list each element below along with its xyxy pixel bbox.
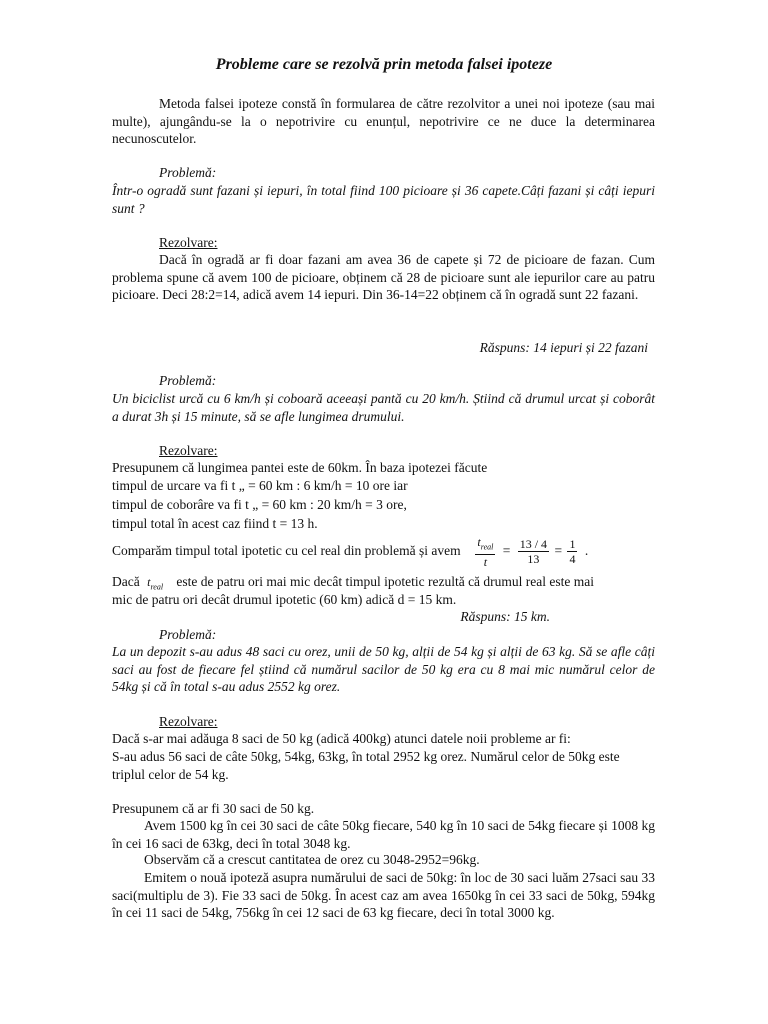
- equals-sign-2: =: [554, 543, 563, 558]
- fraction-3-denominator: 4: [569, 552, 576, 567]
- problem-3-label: Problemă:: [159, 627, 217, 642]
- solution-3-line-2: S-au adus 56 saci de câte 50kg, 54kg, 63kg, în total 2952 kg orez. Numărul celor de 50kg este triplul celor de 54 kg.: [112, 749, 620, 782]
- equals-sign-1: =: [502, 543, 511, 558]
- solution-2-line-1: Presupunem că lungimea pantei este de 60km. În baza ipotezei făcute: [112, 460, 488, 475]
- fraction-2-denominator: 13: [527, 552, 540, 567]
- fraction-3-numerator: 1: [569, 537, 576, 552]
- problem-2-statement: Un biciclist urcă cu 6 km/h și coboară aceeași pantă cu 20 km/h. Știind că drumul urcat și coborât a durat 3h și 15 minute, să se afle lungimea drumului.: [112, 391, 655, 424]
- fraction-13-4-over-13: [518, 537, 549, 566]
- problem-2-label: Problemă:: [159, 373, 217, 388]
- fraction-2-numerator: 13 / 4: [519, 537, 548, 552]
- document-title: Probleme care se rezolvă prin metoda falsei ipoteze: [215, 56, 553, 73]
- conclusion-text-a: este de patru ori mai mic decât timpul ipotetic rezultă că drumul real este mai: [176, 574, 595, 589]
- daca-word: Dacă: [112, 574, 140, 589]
- solution-2-line-3: timpul de coborâre va fi t „ = 60 km : 20 km/h = 3 ore,: [112, 497, 407, 512]
- intro-paragraph: Metoda falsei ipoteze constă în formularea de către rezolvitor a unei noi ipoteze (sau mai multe), ajungându-se la o nepotrivire cu enunțul, nepotrivire ce ne duce la determinarea necunoscutelor.: [112, 96, 655, 146]
- solution-1-text: Dacă în ogradă ar fi doar fazani am avea 36 de capete și 72 de picioare de fazan. Cum problema spune că avem 100 de picioare, obținem că 28 de picioare sunt ale iepurilor care au patru picioare. Deci 28:2=14, adică avem 14 iepuri. Din 36-14=22 obținem că în ogradă sunt 22 fazani.: [112, 252, 655, 302]
- solution-3-paragraph-4: Avem 1500 kg în cei 30 saci de câte 50kg fiecare, 540 kg în 10 saci de 54kg fiecare și 1008 kg în cei 16 saci de 63kg, deci în total 3048 kg.: [112, 818, 655, 851]
- solution-3-label: Rezolvare:: [159, 714, 218, 729]
- answer-1: Răspuns: 14 iepuri și 22 fazani: [479, 340, 648, 355]
- solution-3-paragraph-5: Observăm că a crescut cantitatea de orez cu 3048-2952=96kg.: [144, 852, 480, 867]
- solution-2-label: Rezolvare:: [159, 443, 218, 458]
- solution-3-paragraph-6: Emitem o nouă ipoteză asupra numărului de saci de 50kg: în loc de 30 saci luăm 27saci sau 33 saci(multiplu de 3). Fie 33 saci de 50kg. În acest caz am avea 1650kg în cei 33 saci de 50kg, 594kg în cei 11 saci de 54kg, 756kg în cei 12 saci de 63 kg fiecare, deci în total 3000 kg.: [112, 870, 655, 920]
- solution-1-label: Rezolvare:: [159, 235, 218, 250]
- fraction-1-over-4: [567, 537, 577, 566]
- fraction-t-denominator: t: [483, 555, 488, 570]
- conclusion-line-2: mic de patru ori decât drumul ipotetic (60 km) adică d = 15 km.: [112, 592, 457, 607]
- answer-2: Răspuns: 15 km.: [460, 609, 550, 624]
- solution-2-line-2: timpul de urcare va fi t „ = 60 km : 6 km/h = 10 ore iar: [112, 478, 408, 493]
- comparison-text: Comparăm timpul total ipotetic cu cel real din problemă și avem: [112, 543, 461, 558]
- treal-symbol: $t_{real}$: [147, 575, 164, 592]
- comparison-period: .: [584, 543, 589, 558]
- problem-1-label: Problemă:: [159, 165, 217, 180]
- fraction-treal-numerator: $t_{real}$: [475, 535, 495, 555]
- problem-3-statement: La un depozit s-au adus 48 saci cu orez, unii de 50 kg, alții de 54 kg și alții de 63 kg. Să se afle câți saci au fost de fiecare fel știind că numărul sacilor de 50 kg era cu 8 mai mic numărul celor de 54kg și că în total s-au adus 2552 kg orez.: [112, 644, 655, 694]
- fraction-treal-over-t: [475, 535, 495, 569]
- problem-1-statement: Într-o ogradă sunt fazani și iepuri, în total fiind 100 picioare și 36 capete.Câți fazani și câți iepuri sunt ?: [112, 183, 655, 216]
- solution-3-hypothesis: Presupunem că ar fi 30 saci de 50 kg.: [112, 801, 315, 816]
- comparison-line: [112, 532, 588, 570]
- solution-2-line-4: timpul total în acest caz fiind t = 13 h.: [112, 516, 318, 531]
- solution-3-line-1: Dacă s-ar mai adăuga 8 saci de 50 kg (adică 400kg) atunci datele noii probleme ar fi:: [112, 731, 571, 746]
